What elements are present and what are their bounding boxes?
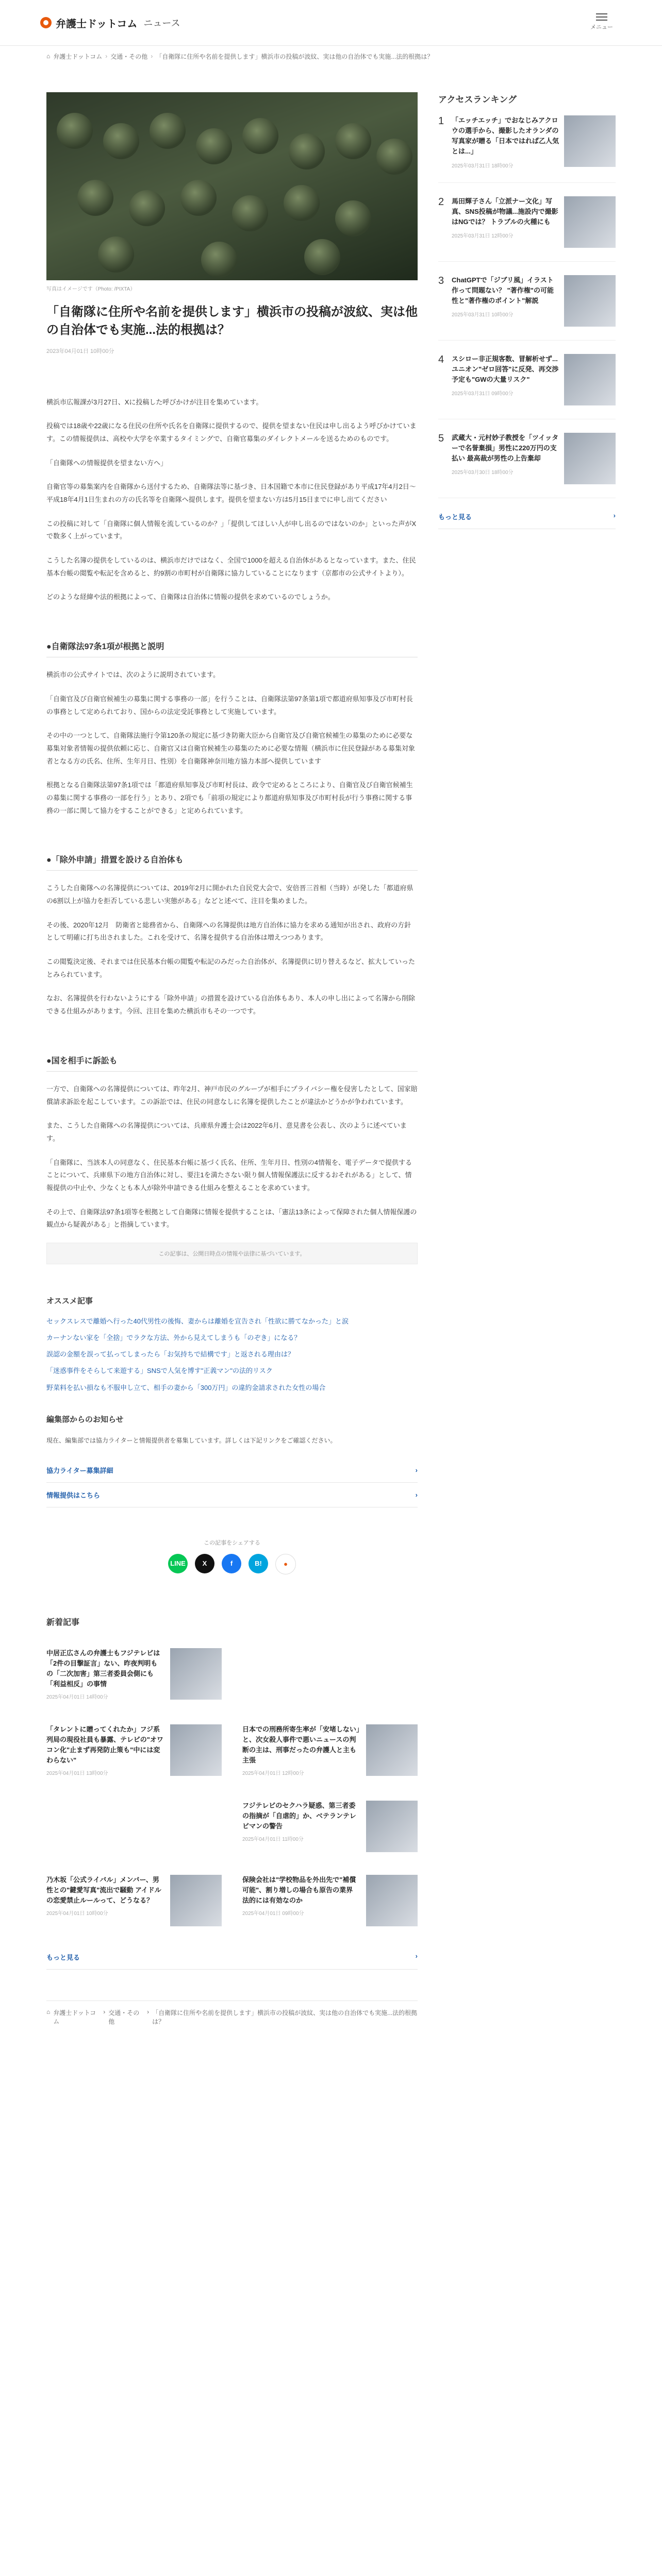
chevron-right-icon: › (613, 511, 616, 519)
home-icon[interactable]: ⌂ (46, 2008, 51, 2015)
share-label: この記事をシェアする (204, 1539, 260, 1546)
news-date: 2025年04月01日 14時00分 (46, 1694, 108, 1701)
news-date: 2025年04月01日 12時00分 (242, 1771, 304, 1777)
rank-number: 3 (438, 275, 444, 286)
more-label: もっと見る (438, 513, 472, 521)
latest-section (46, 1616, 418, 1970)
rank-number: 4 (438, 353, 444, 365)
article-paragraph: この閲覧決定後、それまでは住民基本台帳の閲覧や転記のみだった自治体が、名簿提供に切り替えるなど、拡大していったとみられています。 (46, 958, 416, 978)
ranking-item[interactable] (438, 275, 616, 341)
breadcrumb-item[interactable]: 交通・その他 (108, 2009, 140, 2025)
news-item[interactable] (242, 1875, 418, 1926)
facebook-share-button[interactable]: f (222, 1554, 241, 1573)
news-item[interactable] (46, 1875, 222, 1926)
breadcrumb-current: 「自衛隊に住所や名前を提供します」横浜市の投稿が波紋、実は他の自治体でも実施...法的根拠は？ (152, 2009, 418, 2025)
article-paragraph: こうした自衛隊への名簿提供については、2019年2月に開かれた自民党大会で、安倍晋三首相（当時）が発した「都道府県の6割以上が協力を拒否している悲しい実態がある」などと述べて、注目を集めました。 (46, 884, 413, 905)
news-date: 2025年04月01日 11時00分 (242, 1837, 304, 1843)
section-heading: ●「除外申請」措置を設ける自治体も (46, 853, 418, 871)
rank-thumbnail (564, 115, 616, 167)
editor-notice (46, 1414, 418, 1507)
recommend-link[interactable]: 野菜料を払い損なも不服申し立て、相手の妻から「300万円」の違約金請求された女性の場合 (46, 1383, 326, 1392)
rank-title: 「エッチエッチ」でおなじみアクロウの選手から、撮影したオランダの写真家が贈る「日本ではれば乙人気とは...」 (452, 116, 559, 156)
footer-breadcrumb: ⌂ 弁護士ドットコム › 交通・その他 › 「自衛隊に住所や名前を提供します」横浜市の投稿が波紋、実は他の自治体でも実施...法的根拠は？ (46, 2001, 418, 2033)
news-item[interactable] (242, 1648, 418, 1702)
line-share-button[interactable]: LINE (168, 1554, 188, 1573)
logo-text: 弁護士ドットコム (56, 18, 138, 30)
rank-title: ChatGPTで「ジブリ風」イラスト作って問題ない？ "著作権"の可能性と"著作権のポイント"解説 (452, 276, 554, 304)
breadcrumb: ⌂ 弁護士ドットコム › 交通・その他 › 「自衛隊に住所や名前を提供します」横浜市の投稿が波紋、実は他の自治体でも実施...法的根拠は？ (46, 53, 434, 60)
notice-body: 現在、編集部では協力ライターと情報提供者を募集しています。詳しくは下記リンクをご確認ください。 (46, 1436, 337, 1444)
rank-date: 2025年03月31日 10時00分 (452, 312, 514, 318)
breadcrumb-item[interactable]: 弁護士ドットコム (53, 2009, 96, 2025)
x-share-button[interactable]: X (195, 1554, 214, 1573)
article-paragraph: この投稿に対して「自衛隊に個人情報を流しているのか？」「提供してほしい人が申し出るのではないのか」といった声がXで数多く上がっています。 (46, 519, 417, 540)
news-date: 2025年04月01日 13時00分 (46, 1771, 108, 1777)
info-notice-text: この記事は、公開日時点の情報や法律に基づいています。 (158, 1251, 306, 1258)
rank-thumbnail (564, 196, 616, 248)
writer-recruit-link[interactable] (46, 1458, 418, 1483)
section-heading: ●自衛隊法97条1項が根拠と説明 (46, 640, 418, 657)
rank-number: 5 (438, 432, 444, 444)
image-caption: 写真はイメージです（Photo: /PIXTA） (46, 286, 136, 292)
news-item[interactable] (46, 1801, 222, 1852)
share-section (46, 1538, 418, 1574)
article-column (46, 92, 418, 2033)
news-thumbnail (366, 1801, 418, 1852)
article-paragraph: 「自衛隊への情報提供を望まない方へ」 (46, 459, 168, 467)
rank-number: 1 (438, 115, 444, 127)
article-paragraph: 横浜市の公式サイトでは、次のように説明されています。 (46, 671, 220, 679)
article-paragraph: 投稿では18歳や22歳になる住民の住所や氏名を自衛隊に提供するので、提供を望まない住民は申し出るよう呼びかけています。この情報提供は、高校や大学を卒業するタイミングで、自衛官募集のダイレクトメールを送るためのものです。 (46, 422, 417, 443)
breadcrumb-item[interactable]: 弁護士ドットコム (53, 53, 103, 60)
article-paragraph: 根拠となる自衛隊法第97条1項では「都道府県知事及び市町村長は、政令で定めるところにより、自衛官及び自衛官候補生の募集に関する事務の一部を行う」とあり、2項でも「前項の規定により都道府県知事及び市町村長が行う事務に関する事務の一部に関して協力をすることができる」と定められています。 (46, 781, 413, 815)
news-title: 保険会社は"学校物品を外出先で"補償可能"、割り増しの場合も原告の業界 法的には有効なのか (242, 1875, 356, 1904)
news-thumbnail (170, 1875, 222, 1926)
news-date: 2025年04月01日 10時00分 (46, 1911, 108, 1917)
news-title: 中居正広さんの弁護士もフジテレビは「2件の目撃証言」ない、昨夜判明もの「二次加害」第三者委員会側にも「利益相反」の事情 (46, 1649, 160, 1688)
news-item[interactable] (46, 1724, 222, 1778)
article-title: 「自衛隊に住所や名前を提供します」横浜市の投稿が波紋、実は他の自治体でも実施...法的根拠は？ (46, 305, 418, 337)
article-paragraph: 横浜市広報課が3月27日、Xに投稿した呼びかけが注目を集めています。 (46, 398, 263, 406)
recommend-link[interactable]: 「迷惑事件をそらして来遊する」SNSで人気を博す"正義マン"の法的リスク (46, 1367, 273, 1375)
chevron-right-icon: › (415, 1466, 418, 1474)
hamburger-icon (596, 13, 607, 21)
site-header (0, 0, 662, 46)
breadcrumb-item[interactable]: 交通・その他 (110, 53, 148, 60)
link-label: 情報提供はこちら (46, 1491, 101, 1499)
notice-heading: 編集部からのお知らせ (46, 1415, 124, 1424)
more-label: もっと見る (46, 1953, 80, 1961)
article-paragraph: その後、2020年12月 防衛省と総務省から、自衛隊への名簿提供は地方自治体に協力を求める通知が出され、政府の方針として明確に打ち出されました。これを受けて、名簿を提供する自治体は増えつつあります。 (46, 921, 411, 942)
news-title: 「タレントに贈ってくれたか」フジ系列局の現役社員も暴露、テレビの"オワコン化"止まず再発防止策も"中には変わらない" (46, 1725, 163, 1765)
recommend-link[interactable]: セックスレスで離婚へ行った40代男性の後悔、妻からは離婚を宣告され「性欲に勝てなかった」と涙 (46, 1317, 349, 1326)
news-date: 2025年04月01日 09時00分 (242, 1911, 304, 1917)
article-paragraph: 自衛官等の募集案内を自衛隊から送付するため、自衛隊法等に基づき、日本国籍で本市に住民登録があり平成17年4月2日～平成18年4月1日生まれの方の氏名等を自衛隊へ提供します。提供を望まない方は5月15日までに申し出てください (46, 483, 416, 504)
rank-thumbnail (564, 275, 616, 327)
news-title: 乃木坂「公式ライバル」メンバー、男性との"鍵愛写真"流出で騒動 アイドルの恋愛禁止ルールって、どうなる？ (46, 1875, 161, 1904)
news-thumbnail (170, 1724, 222, 1776)
article-paragraph: 「自衛官及び自衛官候補生の募集に関する事務の一部」を行うことは、自衛隊法第97条第1項で都道府県知事及び市町村長の事務として定められており、国からの法定受託事務として実施しています。 (46, 694, 413, 716)
recommend-link[interactable]: カーナンない家を「全捨」でラクな方法、外から見えてしまうも「のぞき」になる？ (46, 1334, 301, 1342)
ranking-more-link[interactable] (438, 512, 616, 529)
news-title: 日本での刑務所寄生率が「安堵しない」と、次女殺人事件で悪いニュースの判断の主は、刑事だったの弁護人と主も主張 (242, 1725, 360, 1765)
chevron-right-icon: › (415, 1952, 418, 1960)
article-paragraph: 一方で、自衛隊への名簿提供については、昨年2月、神戸市民のグループが相手にプライバシー権を侵害したとして、国家賠償請求訴訟を起こしています。この訴訟では、住民の同意なしに名簿を提供したことが違法かどうかが争われています。 (46, 1084, 418, 1106)
rank-title: 馬田輝子さん「立派ナー文化」写真、SNS投稿が物議...施設内で撮影はNGでは？ トラブルの火種にも (452, 197, 558, 226)
ranking-heading: アクセスランキング (438, 95, 517, 105)
rank-date: 2025年03月30日 18時00分 (452, 469, 514, 476)
rank-date: 2025年03月31日 09時00分 (452, 391, 514, 397)
rank-title: スシロー非正規客数、冒解析せず...ユニオン"ゼロ回答"に反発、再交渉予定も"GWの大量リスク" (452, 354, 559, 383)
article-paragraph: こうした名簿の提供をしているのは、横浜市だけではなく、全国で1000を超える自治体があるとなっています。また、住民基本台帳の閲覧や転記を含めると、約9割の市町村が自衛隊に協力していることになります（京都市の公式サイトより）。 (46, 556, 416, 577)
menu-button[interactable] (590, 11, 613, 31)
ranking-item[interactable] (438, 115, 616, 183)
breadcrumb-current: 「自衛隊に住所や名前を提供します」横浜市の投稿が波紋、実は他の自治体でも実施...法的根拠は？ (156, 53, 434, 60)
latest-heading: 新着記事 (46, 1618, 80, 1627)
copy-share-button[interactable]: ● (275, 1554, 296, 1574)
tip-submit-link[interactable] (46, 1483, 418, 1507)
news-thumbnail (170, 1648, 222, 1700)
rank-title: 武蔵大・元村妙子教授を「ツイッターで名誉棄損」男性に220万円の支払い 最高裁が男性の上告棄却 (452, 433, 559, 462)
recommend-heading: オススメ記事 (46, 1297, 93, 1306)
logo-icon (40, 17, 52, 28)
ranking-item[interactable] (438, 196, 616, 262)
ranking-item[interactable] (438, 433, 616, 498)
rank-number: 2 (438, 196, 444, 208)
article-paragraph: その中の一つとして、自衛隊法施行令第120条の規定に基づき防衛大臣から自衛官及び自衛官候補生の募集のために必要な募集対象者情報の提供依頼に応じ、自衛官又は自衛官候補生の募集のために必要な情報（横浜市に住民登録がある募集対象者となる方の氏名、住所、生年月日、性別）を自衛隊神奈川地方協力本部へ提供しています (46, 732, 416, 765)
ranking-item[interactable] (438, 354, 616, 419)
home-icon[interactable]: ⌂ (46, 53, 51, 60)
section-heading: ●国を相手に訴訟も (46, 1054, 418, 1072)
rank-date: 2025年03月31日 18時00分 (452, 163, 514, 169)
article-paragraph: また、こうした自衛隊への名簿提供については、兵庫県弁護士会は2022年6月、意見書を公表し、次のように述べています。 (46, 1122, 407, 1142)
logo-section: ニュース (143, 18, 180, 28)
news-item[interactable] (46, 1648, 222, 1702)
article-paragraph: その上で、自衛隊法97条1項等を根拠として自衛隊に情報を提供することは、「憲法13条によって保障された個人情報保護の観点から疑義がある」と指摘しています。 (46, 1208, 417, 1229)
news-item[interactable] (242, 1801, 418, 1852)
news-title: フジテレビのセクハラ疑惑、第三者委の指摘が「自虐的」か、ベテランテレビマンの警告 (242, 1801, 356, 1830)
info-notice-box (46, 1243, 418, 1264)
recommend-section (46, 1295, 418, 1393)
rank-date: 2025年03月31日 12時00分 (452, 233, 514, 239)
menu-label: メニュー (590, 24, 613, 30)
article-paragraph: 「自衛隊に、当該本人の同意なく、住民基本台帳に基づく氏名、住所、生年月日、性別の4情報を、電子データで提供することについて、兵庫県下の地方自治体に対し、要注1を満たさない限り個人情報保護法に反するおそれがある」として、情報提供の中止や、少なくとも本人が除外申請できる仕組みを整えることを求めています。 (46, 1158, 412, 1192)
article-paragraph: どのような経緯や法的根拠によって、自衛隊は自治体に情報の提供を求めているのでしょうか。 (46, 593, 335, 601)
rank-thumbnail (564, 354, 616, 405)
news-thumbnail (366, 1875, 418, 1926)
latest-more-link[interactable] (46, 1952, 418, 1970)
hatena-share-button[interactable]: B! (249, 1554, 268, 1573)
article-paragraph: なお、名簿提供を行わないようにする「除外申請」の措置を設けている自治体もあり、本人の申し出によって名簿から削除できる仕組みがあります。今回、注目を集めた横浜市もその一つです。 (46, 994, 416, 1015)
sidebar (438, 92, 616, 2033)
recommend-link[interactable]: 誤認の金額を誤って払ってしまったら「お気持ちで結構です」と返される理由は？ (46, 1350, 294, 1359)
rank-thumbnail (564, 433, 616, 484)
link-label: 協力ライター募集詳細 (46, 1466, 113, 1475)
article-hero-image (46, 92, 418, 280)
site-logo[interactable] (40, 15, 180, 30)
article-date: 2023年04月01日 10時00分 (46, 348, 114, 354)
news-item[interactable] (242, 1724, 418, 1778)
chevron-right-icon: › (415, 1490, 418, 1499)
news-thumbnail (366, 1724, 418, 1776)
